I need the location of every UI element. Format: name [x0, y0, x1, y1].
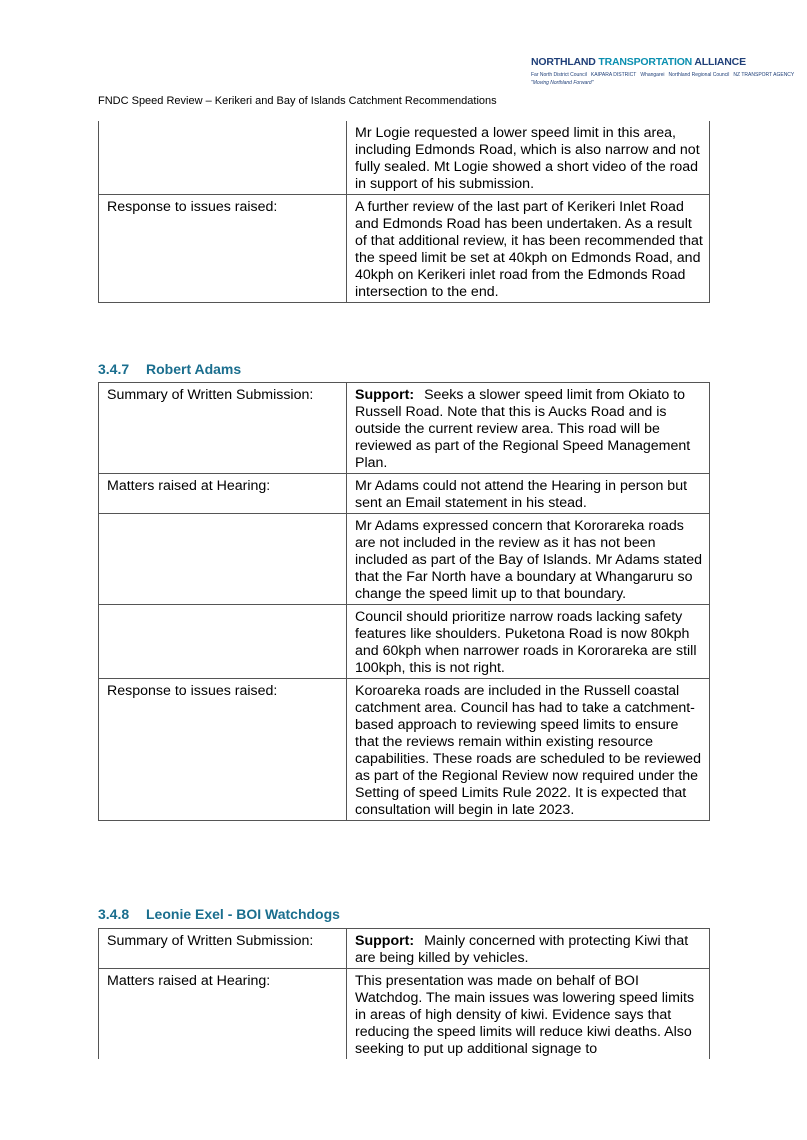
row-content — [347, 514, 710, 605]
row-content — [347, 195, 710, 303]
section-heading-robert-adams: 3.4.7 Robert Adams — [98, 361, 242, 377]
row-content — [347, 929, 710, 969]
row-label: Response to issues raised: — [99, 195, 347, 303]
paragraph: This presentation was made on behalf of BOI Watchdog. The main issues was lowering speed limits in areas of high density of kiwi. Evidence says that reducing the speed limits will reduce kiwi deaths. Also seeking to put up additional signage to — [355, 973, 695, 1057]
table-row — [99, 929, 710, 969]
row-label — [99, 605, 347, 679]
logo-partner: Whangarei — [640, 72, 665, 78]
paragraph: Council should prioritize narrow roads lacking safety features like shoulders. Puketona Road is now 80kph and 60kph when narrower roads in Kororareka are still 100kph, this is not right. — [355, 609, 697, 676]
table-row — [99, 514, 710, 605]
nta-logo — [531, 56, 795, 86]
summary-text: Mainly concerned with protecting Kiwi that are being killed by vehicles. — [355, 933, 689, 966]
paragraph: Mr Adams could not attend the Hearing in person but sent an Email statement in his stead. — [355, 478, 688, 511]
logo-partners — [531, 72, 795, 78]
page-header-title: FNDC Speed Review – Kerikeri and Bay of Islands Catchment Recommendations — [98, 95, 497, 107]
support-label: Support: — [355, 933, 415, 949]
row-label: Summary of Written Submission: — [99, 383, 347, 474]
row-label: Matters raised at Hearing: — [99, 969, 347, 1060]
summary-text: Seeks a slower speed limit from Okiato to Russell Road. Note that this is Aucks Road and is outside the current review area. This road will be reviewed as part of the Regional Speed Management Plan. — [355, 387, 691, 471]
table-row — [99, 474, 710, 514]
logo-partner: NZ TRANSPORT AGENCY — [733, 72, 795, 78]
paragraph: Mr Logie requested a lower speed limit in this area, including Edmonds Road, which is also narrow and not fully sealed. Mt Logie showed a short video of the road in support of his submission. — [355, 125, 700, 192]
row-label — [99, 121, 347, 195]
logo-partner: Northland Regional Council — [668, 72, 730, 78]
paragraph: Koroareka roads are included in the Russell coastal catchment area. Council has had to take a catchment-based approach to reviewing speed limits to ensure that the reviews remain within existing resource capabilities. These roads are scheduled to be reviewed as part of the Regional Review now required under the Setting of speed Limits Rule 2022. It is expected that consultation will begin in late 2023. — [355, 683, 701, 818]
logo-tagline: "Moving Northland Forward" — [531, 80, 594, 86]
table-row — [99, 195, 710, 303]
support-label: Support: — [355, 387, 415, 403]
table-logie-continued — [98, 121, 710, 303]
row-content — [347, 121, 710, 195]
row-label: Summary of Written Submission: — [99, 929, 347, 969]
row-content — [347, 383, 710, 474]
table-row — [99, 121, 710, 195]
table-row — [99, 679, 710, 821]
row-content — [347, 969, 710, 1060]
logo-title: NORTHLAND TRANSPORTATION ALLIANCE — [531, 56, 746, 68]
row-label: Matters raised at Hearing: — [99, 474, 347, 514]
logo-partner: Far North District Council — [531, 72, 587, 78]
paragraph: A further review of the last part of Kerikeri Inlet Road and Edmonds Road has been undertaken. As a result of that additional review, it has been recommended that the speed limit be set at 40kph on Edmonds Road, and 40kph on Kerikeri inlet road from the Edmonds Road intersection to the end. — [355, 199, 703, 300]
section-heading-leonie-exel: 3.4.8 Leonie Exel - BOI Watchdogs — [98, 906, 340, 922]
table-leonie-exel — [98, 928, 710, 1059]
row-label: Response to issues raised: — [99, 679, 347, 821]
paragraph: Mr Adams expressed concern that Kororareka roads are not included in the review as it has not been included as part of the Bay of Islands. Mr Adams stated that the Far North have a boundary at Whangaruru so change the speed limit up to that boundary. — [355, 518, 702, 602]
row-content — [347, 474, 710, 514]
table-robert-adams — [98, 382, 710, 821]
table-row — [99, 605, 710, 679]
row-content — [347, 605, 710, 679]
table-row — [99, 383, 710, 474]
row-label — [99, 514, 347, 605]
row-content — [347, 679, 710, 821]
table-row — [99, 969, 710, 1060]
logo-partner: KAIPARA DISTRICT — [590, 72, 637, 78]
